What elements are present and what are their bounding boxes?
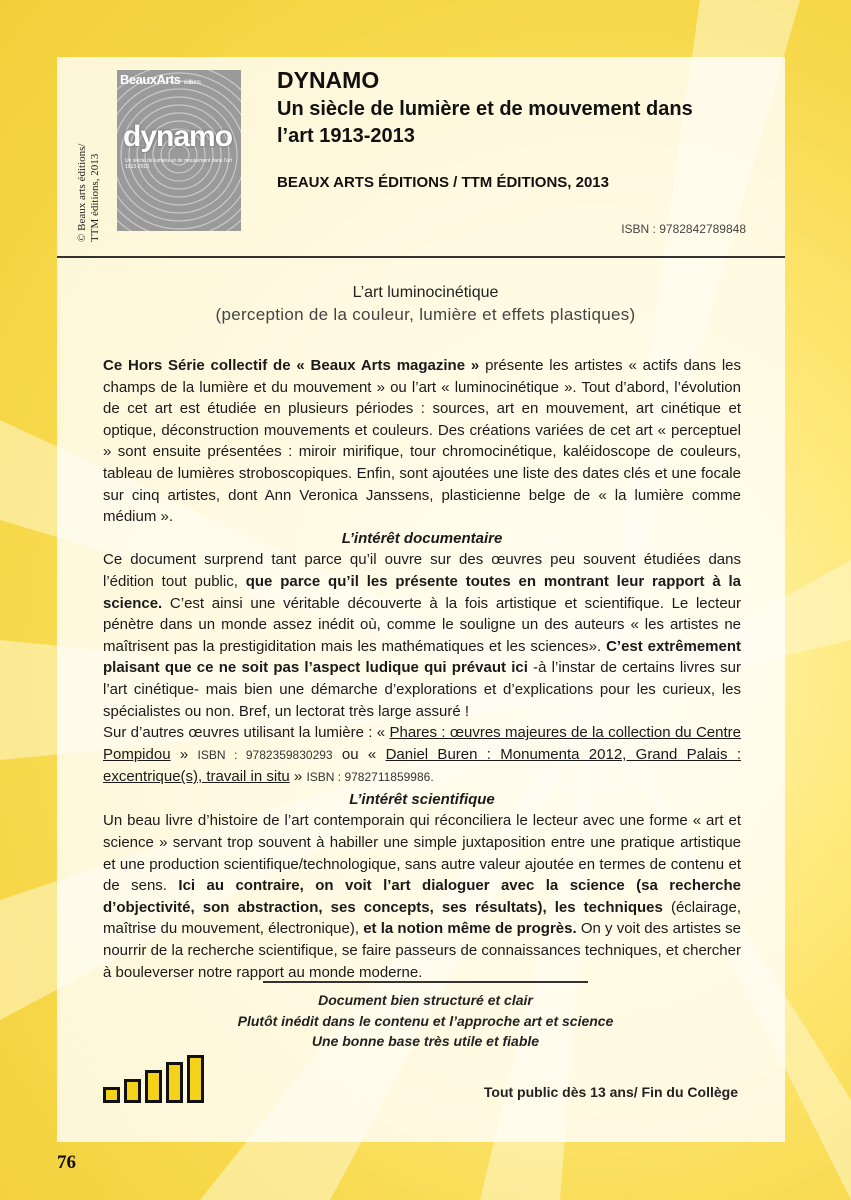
- rating-bar: [166, 1062, 183, 1103]
- rating-bar: [145, 1070, 162, 1103]
- audience-label: Tout public dès 13 ans/ Fin du Collège: [483, 1084, 738, 1100]
- conclusion-line: Plutôt inédit dans le contenu et l’approche art et science: [237, 1013, 614, 1029]
- rating-bar: [187, 1055, 204, 1103]
- book-isbn: ISBN : 9782842789848: [621, 222, 746, 236]
- cover-brand: BeauxArts éditions: [120, 72, 201, 87]
- conclusion-line: Document bien structuré et clair: [318, 992, 533, 1008]
- cover-subtitle: Un siècle de lumière et de mouvement dans l'art 1913-2013: [125, 158, 232, 170]
- paragraph-documentary: Ce document surprend tant parce qu’il ouvre sur des œuvres peu souvent étudiées dans l’édition tout public, que parce qu’il les présente toutes en montrant leur rapport à la science. C’est ainsi une véritable découverte à la fois artistique et scientifique. Le lecteur pénètre dans un monde assez inédit où, comme le souligne un des auteurs « les artistes ne maîtrisent pas la prestigiditation mais les mathématiques et les sciences». C’est extrêmement plaisant que ce ne soit pas l’aspect ludique qui prévaut ici -à l’instar de certains livres sur l’art cinétique- mais bien une démarche d’explorations et d’explications pour les curieux, les spécialistes ou non. Bref, un lectorat très large assuré !: [103, 551, 742, 720]
- conclusion-line: Une bonne base très utile et fiable: [311, 1033, 540, 1049]
- related-link-buren[interactable]: Daniel Buren : Monumenta 2012, Grand Palais : excentrique(s), travail in situ: [103, 745, 741, 786]
- book-title: DYNAMO: [277, 67, 380, 93]
- related-link-phares[interactable]: Phares : œuvres majeures de la collection du Centre Pompidou: [103, 724, 741, 763]
- page-number: 76: [57, 1152, 76, 1173]
- divider: [263, 981, 588, 983]
- rating-bars: [103, 1055, 208, 1103]
- rating-bar: [124, 1079, 141, 1103]
- paragraph-summary: Ce Hors Série collectif de « Beaux Arts magazine » présente les artistes « actifs dans les champs de la lumière et du mouvement » ou l’art « luminocinétique ». Tout d’abord, l’évolution de cet art est étudiée en plusieurs périodes : sources, art en mouvement, art cinétique et optique, déconstruction mouvements et couleurs. Des créations variées de cet art « perceptuel » sont ensuite présentées : miroir mirifique, tour chromocinétique, kaléidoscope de couleurs, tableau de lumières stroboscopiques. Enfin, sont ajoutées une liste des dates clés et une focale sur cinq artistes, dont Ann Veronica Janssens, plasticienne belge de « la lumière comme médium ».: [103, 357, 741, 526]
- credit-line-1: © Beaux arts éditions/: [76, 143, 88, 242]
- photo-credit: [68, 130, 108, 240]
- book-header: [277, 66, 737, 191]
- heading-documentary: L’intérêt documentaire: [341, 529, 503, 547]
- rating-bar: [103, 1087, 120, 1103]
- credit-line-2: TTM éditions, 2013: [89, 153, 101, 242]
- book-cover: [117, 70, 241, 231]
- section-subtitle: (perception de la couleur, lumière et effets plastiques): [215, 305, 636, 324]
- divider: [57, 256, 785, 258]
- publisher: BEAUX ARTS ÉDITIONS / TTM ÉDITIONS, 2013: [277, 174, 609, 191]
- cover-title: dynamo: [123, 120, 233, 153]
- heading-scientific: L’intérêt scientifique: [349, 790, 495, 808]
- section-title: L’art luminocinétique: [352, 284, 499, 301]
- paragraph-related: Sur d’autres œuvres utilisant la lumière : « Phares : œuvres majeures de la collection du Centre Pompidou » ISBN : 9782359830293 ou « Daniel Buren : Monumenta 2012, Grand Palais : excentrique(s), travail in situ » ISBN : 9782711859986.: [103, 724, 741, 786]
- review-body: [103, 355, 741, 983]
- book-subtitle: Un siècle de lumière et de mouvement dans l’art 1913-2013: [277, 98, 693, 147]
- paragraph-scientific: Un beau livre d’histoire de l’art contemporain qui réconciliera le lecteur avec une forme « art et science » servant trop souvent à habiller une simple juxtaposition entre une pratique artistique et une production scientifique/technologique, sans autre valeur ajoutée en termes de contenu et de sens. Ici au contraire, on voit l’art dialoguer avec la science (sa recherche d’objectivité, son abstraction, ses concepts, ses résultats), les techniques (éclairage, maîtrise du mouvement, électronique), et la notion même de progrès. On y voit des artistes se nourrir de la recherche scientifique, se faire passeurs de connaissances techniques, et chercher à bouleverser notre rapport au monde moderne.: [103, 812, 742, 981]
